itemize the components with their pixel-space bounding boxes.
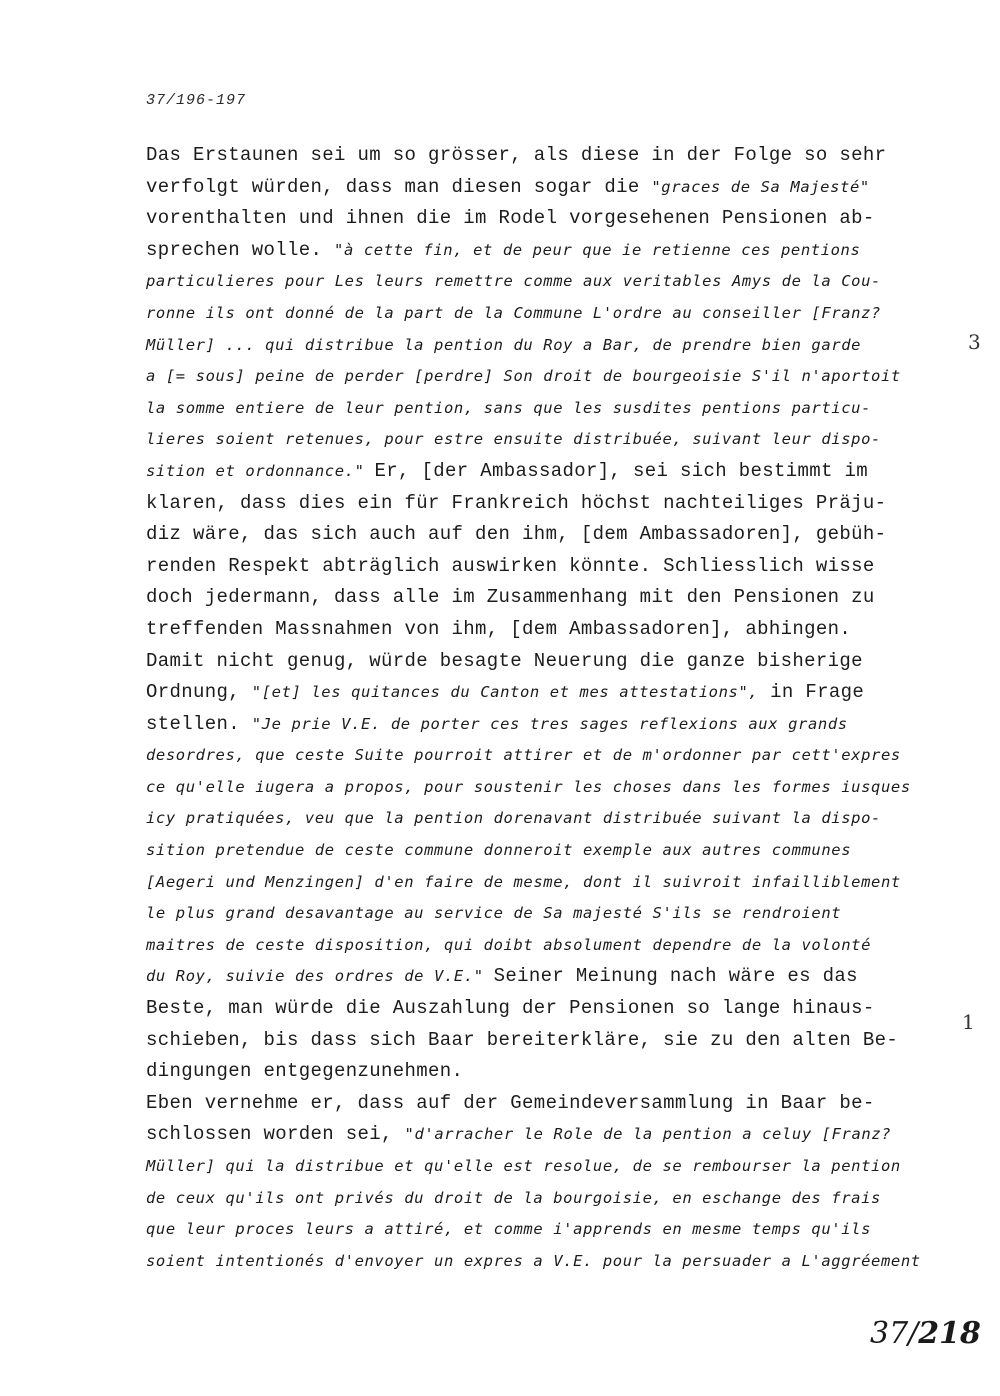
quoted-french-text: "Je prie V.E. de porter ces tres sages reflexions aux grands [251, 714, 848, 733]
quoted-french-text: "d'arracher le Role de la pention a celuy [Franz? [404, 1125, 892, 1144]
german-text: treffenden Massnahmen von ihm, [dem Ambassadoren], abhingen. [146, 617, 852, 640]
quoted-french-text: sition et ordonnance." [146, 461, 375, 480]
german-text: klaren, dass dies ein für Frankreich höchst nachteiliges Präju- [146, 491, 887, 514]
quoted-french-text: Müller] qui la distribue et qu'elle est resolue, de se rembourser la pention [146, 1157, 901, 1175]
text-line [146, 1119, 936, 1151]
text-line [146, 867, 936, 899]
text-line [146, 803, 936, 835]
text-line [146, 203, 936, 235]
text-line [146, 456, 936, 488]
quoted-french-text: icy pratiquées, veu que la pention dorenavant distribuée suivant la dispo- [146, 809, 881, 828]
text-line [146, 519, 936, 551]
german-text: diz wäre, das sich auch auf den ihm, [dem Ambassadoren], gebüh- [146, 523, 887, 546]
quoted-french-text: Müller] ... qui distribue la pention du Roy a Bar, de prendre bien garde [146, 335, 862, 354]
margin-note-1: 1 [962, 1010, 975, 1034]
text-line [146, 298, 936, 330]
quoted-french-text: que leur proces leurs a attiré, et comme i'apprends en mesme temps qu'ils [146, 1220, 872, 1239]
quoted-french-text: particulieres pour Les leurs remettre comme aux veritables Amys de la Cou- [146, 272, 881, 291]
page-number-part: 218 [918, 1316, 981, 1351]
german-text: Seiner Meinung nach wäre es das [493, 965, 858, 988]
german-text: Damit nicht genug, würde besagte Neuerung die ganze bisherige [146, 649, 863, 672]
quoted-french-text: ronne ils ont donné de la part de la Commune L'ordre au conseiller [Franz? [146, 303, 881, 322]
text-line [146, 1246, 936, 1278]
page-number-part: 37/ [870, 1316, 919, 1351]
text-line [146, 140, 936, 172]
text-line [146, 677, 936, 709]
quoted-french-text: le plus grand desavantage au service de Sa majesté S'ils se rendroient [146, 904, 842, 923]
german-text: stellen. [146, 712, 252, 735]
quoted-french-text: sition pretendue de ceste commune donneroit exemple aux autres communes [146, 841, 852, 860]
text-line [146, 488, 936, 520]
german-text: Ordnung, [146, 681, 252, 704]
quoted-french-text: maitres de ceste disposition, qui doibt absolument dependre de la volonté [146, 935, 872, 954]
text-line [146, 1056, 936, 1088]
quoted-french-text: lieres soient retenues, pour estre ensuite distribuée, suivant leur dispo- [146, 430, 881, 449]
page-number [870, 1316, 981, 1351]
document-reference: 37/196-197 [146, 92, 247, 109]
text-line [146, 235, 936, 267]
german-text: renden Respekt abträglich auswirken könnte. Schliesslich wisse [146, 554, 875, 577]
quoted-french-text: "[et] les quitances du Canton et mes attestations", [251, 683, 759, 702]
text-line [146, 393, 936, 425]
text-line [146, 1025, 936, 1057]
german-text: dingungen entgegenzunehmen. [146, 1060, 464, 1083]
quoted-french-text: soient intentionés d'envoyer un expres a V.E. pour la persuader a L'aggréement [146, 1251, 921, 1270]
quoted-french-text: a [= sous] peine de perder [perdre] Son droit de bourgeoisie S'il n'aportoit [146, 367, 901, 386]
german-text: vorenthalten und ihnen die im Rodel vorgesehenen Pensionen ab- [146, 207, 875, 230]
text-line [146, 361, 936, 393]
german-text: sprechen wolle. [146, 238, 335, 261]
body-text [146, 140, 936, 1277]
quoted-french-text: desordres, que ceste Suite pourroit attirer et de m'ordonner par cett'expres [146, 746, 901, 765]
text-line [146, 993, 936, 1025]
quoted-french-text: la somme entiere de leur pention, sans que les susdites pentions particu- [146, 398, 872, 417]
german-text: schieben, bis dass sich Baar bereiterkläre, sie zu den alten Be- [146, 1028, 899, 1051]
text-line [146, 1214, 936, 1246]
german-text: schlossen worden sei, [146, 1123, 405, 1146]
text-line [146, 582, 936, 614]
text-line [146, 740, 936, 772]
text-line [146, 835, 936, 867]
german-text: Er, [der Ambassador], sei sich bestimmt im [374, 459, 869, 482]
text-line [146, 961, 936, 993]
text-line [146, 1088, 936, 1120]
text-line [146, 709, 936, 741]
margin-note-3: 3 [968, 330, 981, 354]
text-line [146, 172, 936, 204]
quoted-french-text: [Aegeri und Menzingen] d'en faire de mesme, dont il suivroit infailliblement [146, 872, 901, 891]
text-line [146, 930, 936, 962]
quoted-french-text: ce qu'elle iugera a propos, pour soustenir les choses dans les formes iusques [146, 777, 911, 796]
text-line [146, 551, 936, 583]
german-text: verfolgt würden, dass man diesen sogar die [146, 175, 652, 198]
text-line [146, 330, 936, 362]
text-line [146, 1151, 936, 1183]
text-line [146, 424, 936, 456]
german-text: Beste, man würde die Auszahlung der Pensionen so lange hinaus- [146, 997, 875, 1020]
text-line [146, 898, 936, 930]
quoted-french-text: de ceux qu'ils ont privés du droit de la bourgoisie, en eschange des frais [146, 1188, 881, 1207]
german-text: Eben vernehme er, dass auf der Gemeindeversammlung in Baar be- [146, 1091, 875, 1114]
text-line [146, 646, 936, 678]
german-text: Das Erstaunen sei um so grösser, als diese in der Folge so sehr [146, 144, 887, 166]
text-line [146, 1183, 936, 1215]
german-text: in Frage [758, 681, 865, 704]
quoted-french-text: du Roy, suivie des ordres de V.E." [146, 967, 494, 986]
text-line [146, 266, 936, 298]
german-text: doch jedermann, dass alle im Zusammenhang mit den Pensionen zu [146, 586, 875, 609]
text-line [146, 772, 936, 804]
quoted-french-text: "graces de Sa Majesté" [651, 177, 870, 196]
quoted-french-text: "à cette fin, et de peur que ie retienne ces pentions [334, 240, 861, 259]
text-line [146, 614, 936, 646]
